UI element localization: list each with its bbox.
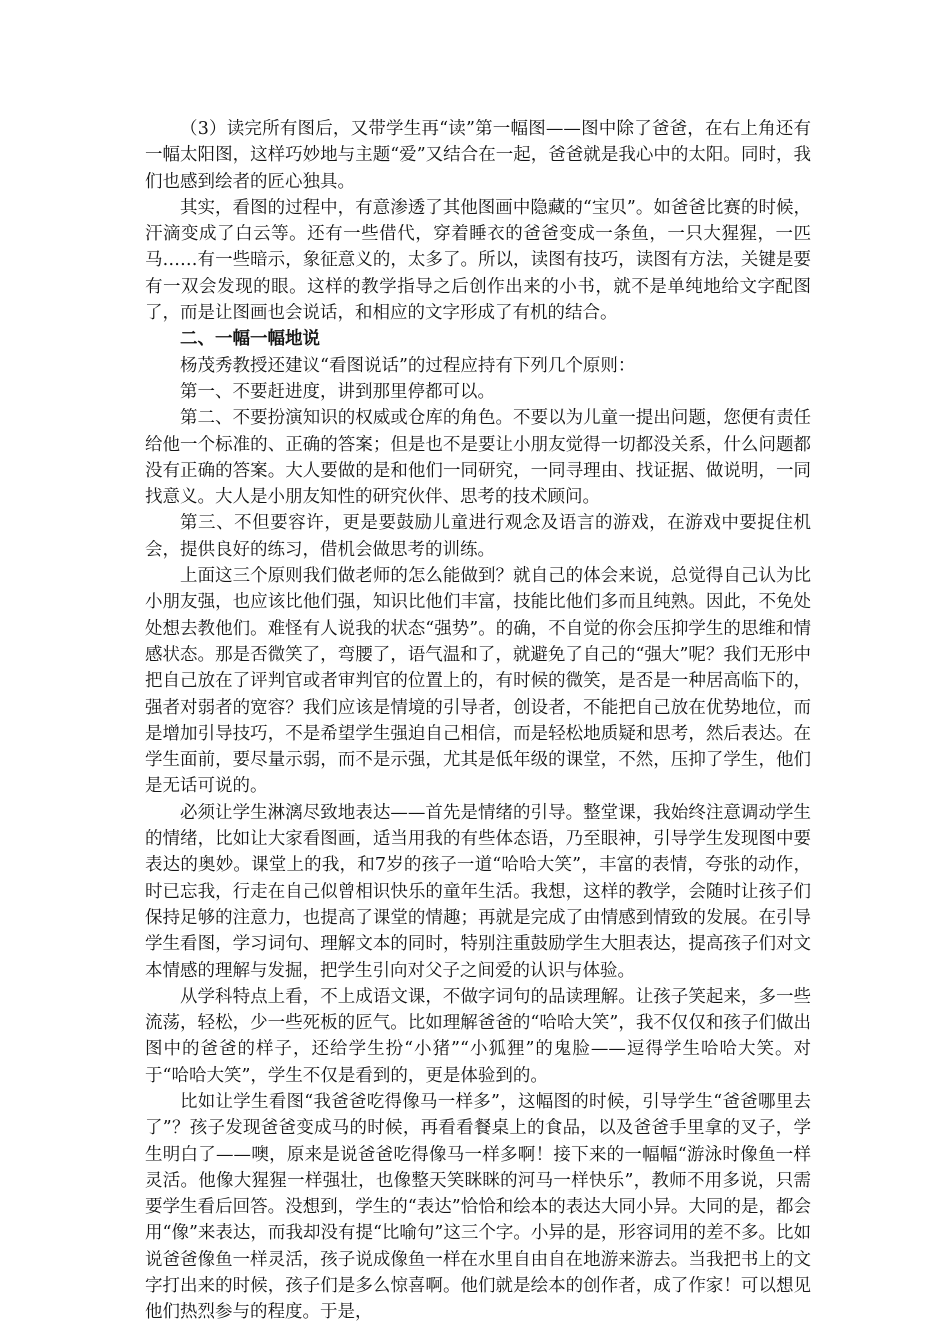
document-page — [145, 116, 811, 1326]
paragraph-emotion-guidance: 必须让学生淋漓尽致地表达——首先是情绪的引导。整堂课，我始终注意调动学生的情绪，比如让大家看图画，适当用我的有些体态语，乃至眼神，引导学生发现图中要表达的奥妙。课堂上的我，和7岁的孩子一道“哈哈大笑”，丰富的表情，夸张的动作，时已忘我，行走在自己似曾相识快乐的童年生活。我想，这样的教学，会随时让孩子们保持足够的注意力，也提高了课堂的情趣；再就是完成了由情感到情致的发展。在引导学生看图，学习词句、理解文本的同时，特别注重鼓励学生大胆表达，提高孩子们对文本情感的理解与发掘，把学生引向对父子之间爱的认识与体验。 — [145, 802, 811, 981]
section-heading: 二、一幅一幅地说 — [180, 329, 320, 350]
paragraph-principle-3: 第三、不但要容许，更是要鼓励儿童进行观念及语言的游戏，在游戏中要捉住机会，提供良好的练习，借机会做思考的训练。 — [145, 513, 811, 560]
paragraph-horse-example: 比如让学生看图“我爸爸吃得像马一样多”，这幅图的时候，引导学生“爸爸哪里去了”？孩子发现爸爸变成马的时候，再看看餐桌上的食品，以及爸爸手里拿的叉子，学生明白了——噢，原来是说爸爸吃得像马一样多啊！接下来的一幅幅“游泳时像鱼一样灵活。他像大猩猩一样强壮，也像整天笑眯眯的河马一样快乐”，教师不用多说，只需要学生看后回答。没想到，学生的“表达”恰恰和绘本的表达大同小异。大同的是，都会用“像”来表达，而我却没有提“比喻句”这三个字。小异的是，形容词用的差不多。比如说爸爸像鱼一样灵活，孩子说成像鱼一样在水里自由自在地游来游去。当我把书上的文字打出来的时候，孩子们是多么惊喜啊。他们就是绘本的创作者，成了作家！可以想见他们热烈参与的程度。于是， — [145, 1091, 811, 1323]
paragraph-teacher-reflection: 上面这三个原则我们做老师的怎么能做到？就自己的体会来说，总觉得自己认为比小朋友强，也应该比他们强，知识比他们丰富，技能比他们多而且纯熟。因此，不免处处想去教他们。难怪有人说我的状态“强势”。的确，不自觉的你会压抑学生的思维和情感状态。那是否微笑了，弯腰了，语气温和了，就避免了自己的“强大”呢？我们无形中把自己放在了评判官或者审判官的位置上的，有时候的微笑，是否是一种居高临下的，强者对弱者的宽容？我们应该是情境的引导者，创设者，不能把自己放在优势地位，而是增加引导技巧，不是希望学生强迫自己相信，而是轻松地质疑和思考，然后表达。在学生面前，要尽量示弱，而不是示强，尤其是低年级的课堂，不然，压抑了学生，他们是无话可说的。 — [145, 566, 811, 797]
paragraph-principles-intro: 杨茂秀教授还建议“看图说话”的过程应持有下列几个原则： — [180, 355, 636, 376]
paragraph-principle-2: 第二、不要扮演知识的权威或仓库的角色。不要以为儿童一提出问题，您便有责任给他一个标准的、正确的答案；但是也不是要让小朋友觉得一切都没关系，什么问题都没有正确的答案。大人要做的是和他们一同研究，一同寻理由、找证据、做说明，一同找意义。大人是小朋友知性的研究伙伴、思考的技术顾问。 — [145, 408, 811, 508]
paragraph-subject-features: 从学科特点上看，不上成语文课，不做字词句的品读理解。让孩子笑起来，多一些流荡，轻松，少一些死板的匠气。比如理解爸爸的“哈哈大笑”，我不仅仅和孩子们做出图中的爸爸的样子，还给学生扮“小猪”“小狐狸”的鬼脸——逗得学生哈哈大笑。对于“哈哈大笑”，学生不仅是看到的，更是体验到的。 — [145, 986, 811, 1086]
paragraph-principle-1: 第一、不要赶进度，讲到那里停都可以。 — [180, 381, 495, 402]
paragraph-hidden-treasures: 其实，看图的过程中，有意渗透了其他图画中隐藏的“宝贝”。如爸爸比赛的时候，汗滴变成了白云等。还有一些借代，穿着睡衣的爸爸变成一条鱼，一只大猩猩，一匹马……有一些暗示，象征意义的，太多了。所以，读图有技巧，读图有方法，关键是要有一双会发现的眼。这样的教学指导之后创作出来的小书，就不是单纯地给文字配图了，而是让图画也会说话，和相应的文字形成了有机的结合。 — [145, 197, 811, 324]
paragraph-picture-reading: （3）读完所有图后，又带学生再“读”第一幅图——图中除了爸爸，在右上角还有一幅太阳图，这样巧妙地与主题“爱”又结合在一起，爸爸就是我心中的太阳。同时，我们也感到绘者的匠心独具。 — [145, 119, 811, 192]
